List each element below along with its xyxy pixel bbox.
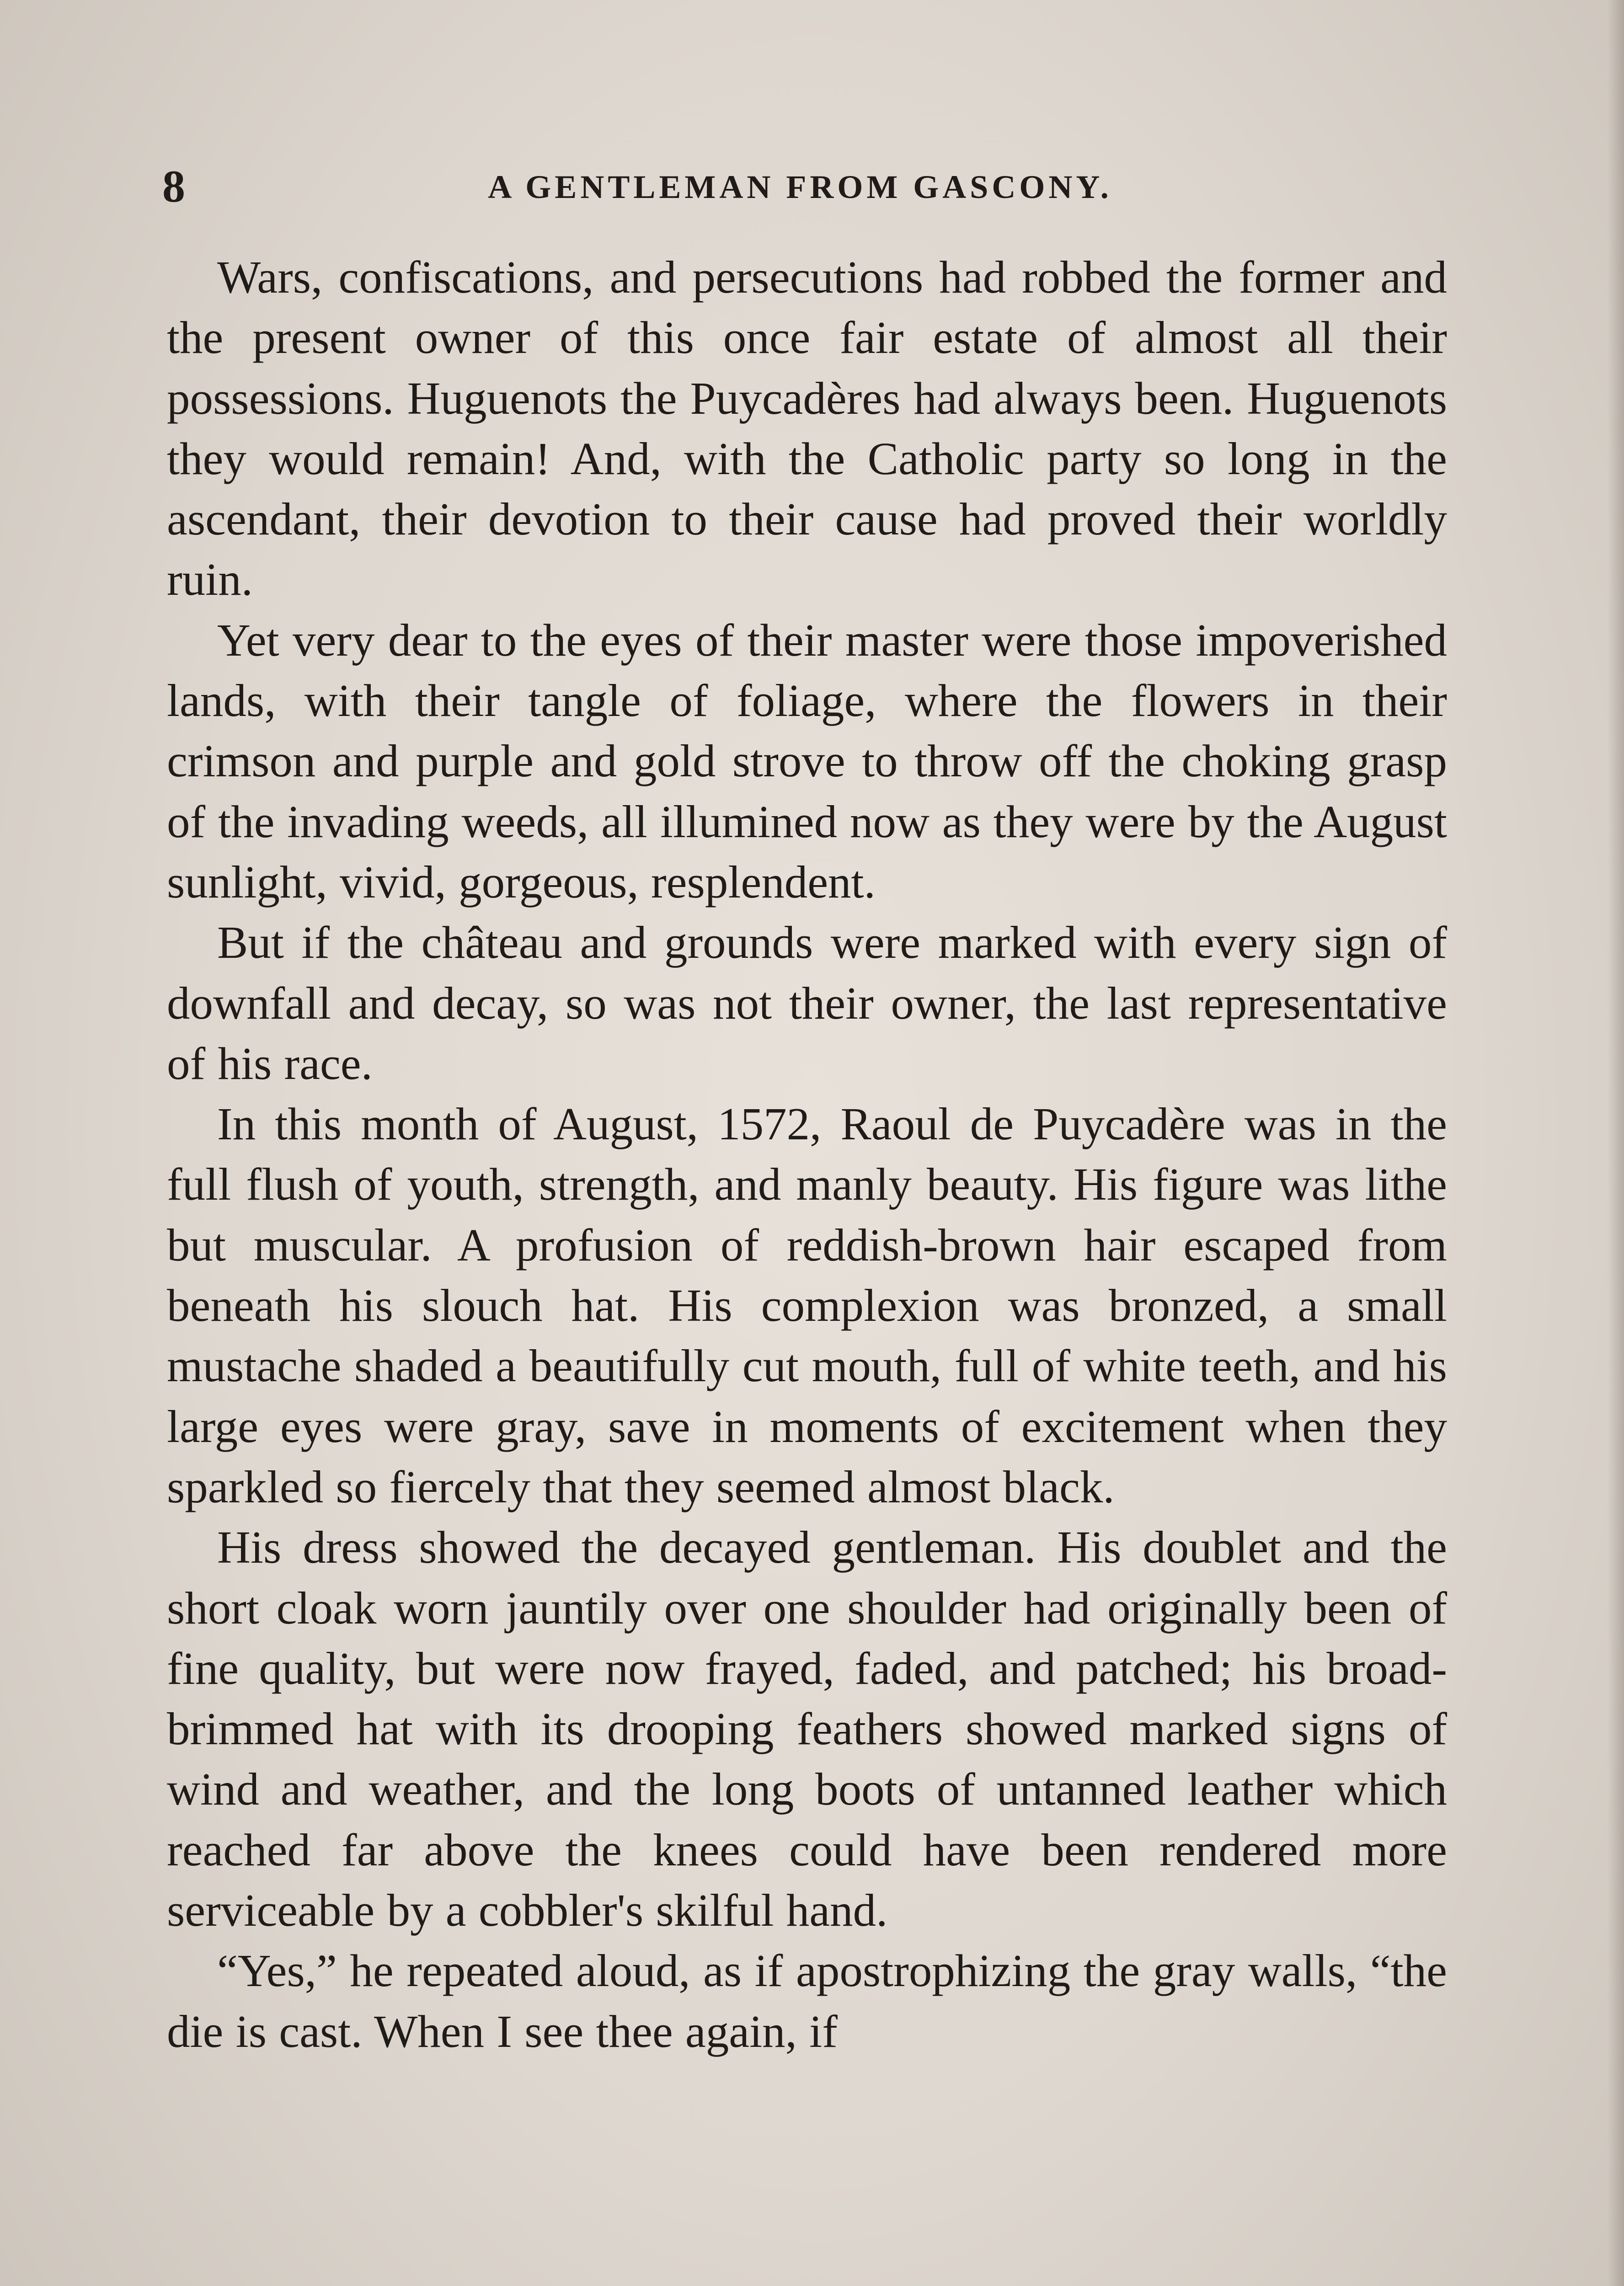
paragraph: “Yes,” he repeated aloud, as if apostrophizing the gray walls, “the die is cast. When I see thee again, if [167,1945,1447,2057]
paragraph: His dress showed the decayed gentleman. His doublet and the short cloak worn jauntily over one shoulder had originally been of fine quality, but were now frayed, faded, and patched; his broad-brimmed hat with its drooping feathers showed marked signs of wind and weather, and the long boots of untanned leather which reached far above the knees could have been rendered more serviceable by a cobbler's skilful hand. [167,1522,1447,1936]
paragraph: In this month of August, 1572, Raoul de Puycadère was in the full flush of youth, strength, and manly beauty. His figure was lithe but muscular. A profusion of reddish-brown hair escaped from beneath his slouch hat. His complexion was bronzed, a small mustache shaded a beautifully cut mouth, full of white teeth, and his large eyes were gray, save in moments of excitement when they sparkled so fiercely that they seemed almost black. [167,1098,1447,1512]
page-edge-shadow [1608,0,1624,2286]
running-head [162,160,1438,219]
paragraph: But if the château and grounds were marked with every sign of downfall and decay, so was not their owner, the last representative of his race. [167,917,1447,1089]
paragraph: Yet very dear to the eyes of their master were those impoverished lands, with their tangle of foliage, where the flowers in their crimson and purple and gold strove to throw off the choking grasp of the invading weeds, all illumined now as they were by the August sunlight, vivid, gorgeous, resplendent. [167,614,1447,908]
body-text [167,247,1447,2062]
running-title: A GENTLEMAN FROM GASCONY. [488,169,1112,205]
page-number: 8 [162,161,186,212]
paragraph: Wars, confiscations, and persecutions had robbed the former and the present owner of this once fair estate of almost all their possessions. Huguenots the Puycadères had always been. Huguenots they would remain! And, with the Catholic party so long in the ascendant, their devotion to their cause had proved their worldly ruin. [167,251,1447,605]
